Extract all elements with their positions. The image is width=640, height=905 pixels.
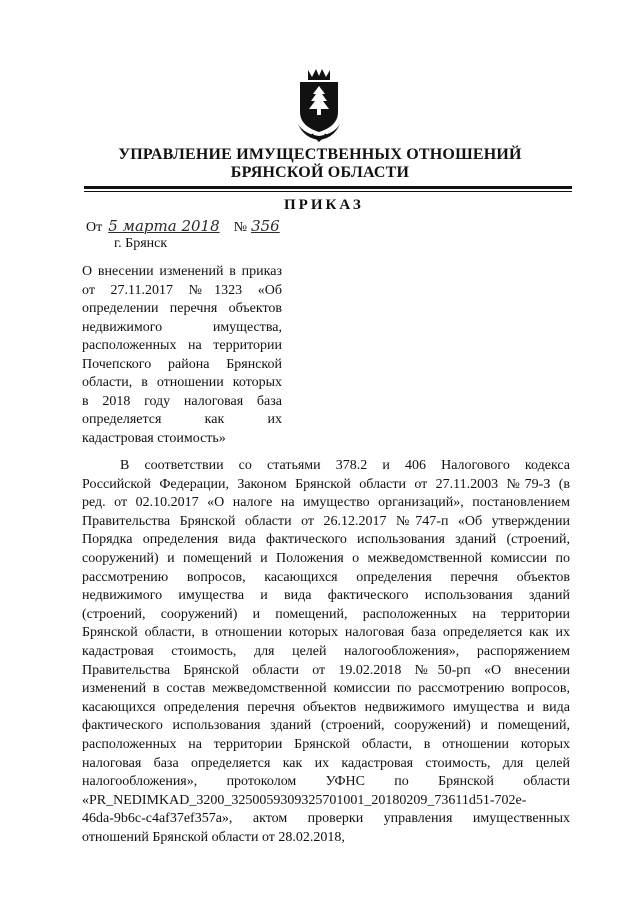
body-line: Брянской области, в отношении которых налоговая база определяется как их — [82, 625, 570, 641]
subject-line: определяется как их — [82, 412, 282, 427]
from-label: От — [86, 220, 103, 235]
subject-line: Почепского района Брянской — [82, 356, 282, 372]
body-line: В соответствии со статьями 378.2 и 406 Налогового кодекса — [120, 458, 570, 473]
body-line: сооружений) и помещений и Положения о межведомственной комиссии по — [82, 550, 570, 566]
body-line: кадастровая стоимость, для целей налогообложения», распоряжением — [82, 643, 570, 659]
coat-of-arms-icon — [294, 68, 344, 142]
body-line: расположенных на территории Брянской области, в отношении которых — [82, 736, 570, 752]
body-line: рассмотрению вопросов, касающихся определения перечня объектов — [82, 569, 570, 585]
header-divider-thin — [84, 191, 572, 192]
body-line: налогообложения», протоколом УФНС по Брянской области — [82, 774, 570, 790]
body-line: (строений, сооружений) и помещений, расположенных на территории — [82, 606, 570, 622]
number-label: № — [233, 220, 248, 235]
body-line: изменений в состав межведомственной комиссии по рассмотрению вопросов, — [82, 681, 570, 697]
date-number-row — [86, 217, 280, 236]
subject-line: недвижимого имущества, — [82, 319, 282, 335]
body-line: Российской Федерации, Законом Брянской области от 27.11.2003 №79-З (в — [82, 476, 570, 492]
subject-line: кадастровая стоимость» — [82, 430, 226, 446]
subject-line: в 2018 году налоговая база — [82, 393, 282, 409]
order-subject — [82, 263, 282, 448]
body-line: Порядка определения вида фактического использования зданий (строений, — [82, 532, 570, 548]
body-line: «PR_NEDIMKAD_3200_3250059309325701001_20180209_73611d51-702e- — [82, 792, 527, 808]
subject-line: расположенных на территории — [82, 338, 282, 353]
body-line: налоговая база определяется как их кадастровая стоимость, для целей — [82, 755, 570, 771]
subject-line: определении перечня объектов — [82, 301, 282, 316]
order-body — [82, 457, 570, 847]
body-line: отношений Брянской области от 28.02.2018, — [82, 829, 345, 845]
body-line: касающихся определения перечня объектов недвижимого имущества и вида — [82, 699, 570, 715]
body-line: Правительства Брянской области от 26.12.2017 №747-п «Об утверждении — [82, 513, 570, 529]
body-line: фактического использования зданий (строений, сооружений) и помещений, — [82, 718, 570, 734]
subject-line: области, в отношении которых — [82, 375, 282, 390]
header-divider-thick — [84, 186, 572, 189]
organization-name-line2: БРЯНСКОЙ ОБЛАСТИ — [230, 164, 410, 181]
body-line: Правительства Брянской области от 19.02.2018 №50-рп «О внесении — [82, 662, 570, 678]
subject-line: от 27.11.2017 №1323 «Об — [82, 282, 282, 298]
document-type: ПРИКАЗ — [284, 197, 364, 213]
subject-line: О внесении изменений в приказ — [82, 264, 282, 279]
handwritten-number: 356 — [251, 217, 280, 235]
organization-name-line1: УПРАВЛЕНИЕ ИМУЩЕСТВЕННЫХ ОТНОШЕНИЙ — [118, 146, 522, 163]
handwritten-date: 5 марта 2018 — [108, 217, 220, 235]
body-line: 46da-9b6c-c4af37ef357a», актом проверки управления имущественных — [82, 811, 570, 827]
city: г. Брянск — [114, 236, 168, 251]
body-line: недвижимого имущества и вида фактического использования зданий — [82, 588, 570, 604]
body-line: ред. от 02.10.2017 «О налоге на имущество организаций», постановлением — [82, 495, 570, 511]
